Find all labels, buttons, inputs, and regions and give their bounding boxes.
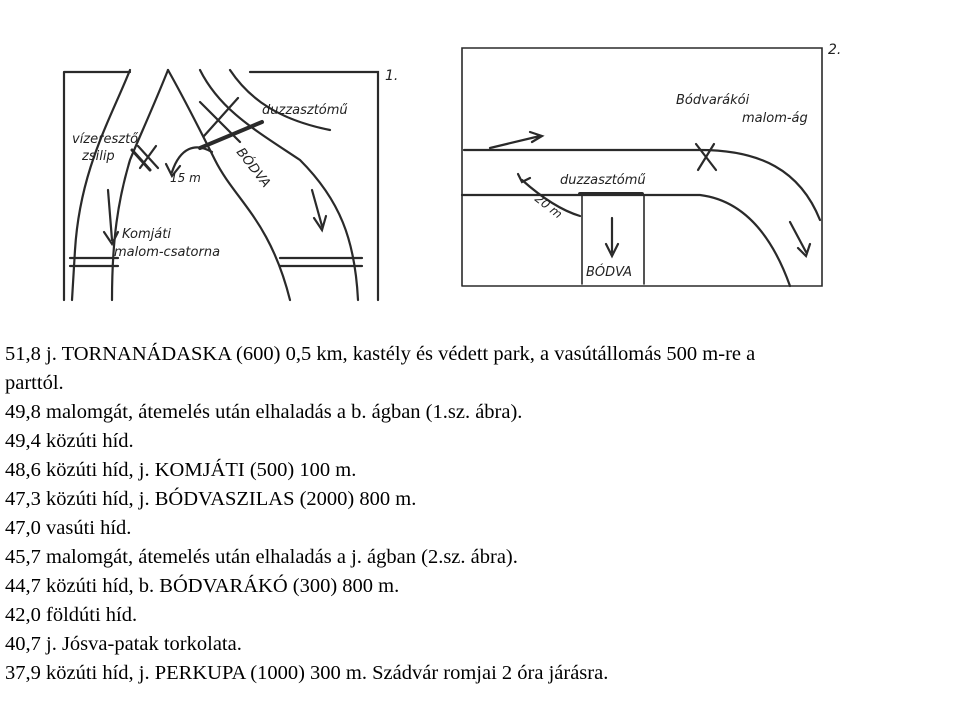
label-bodva-2: BÓDVA [586,265,633,280]
text-line: 47,0 vasúti híd. [5,517,132,539]
label-20m: 20 m [532,191,566,222]
text-line: 42,0 földúti híd. [5,604,138,626]
label-15m: 15 m [170,171,201,185]
label-bodvarakoi: Bódvarákói [676,93,750,108]
text-line: 49,4 közúti híd. [5,430,134,452]
label-duzzaszto-2: duzzasztómű [560,173,646,188]
flow-arrow-5 [790,222,810,256]
text-line: 37,9 közúti híd, j. PERKUPA (1000) 300 m. Szádvár romjai 2 óra járásra. [5,662,609,684]
figure-1-number: 1. [385,68,399,84]
weir-1 [200,122,262,148]
flow-arrow-2 [312,190,326,230]
sketch-figures [0,0,960,330]
figure-2 [462,48,822,286]
label-duzzaszto-1: duzzasztómű [262,103,348,118]
figure-2-frame [462,48,822,286]
flow-arrow-3 [490,132,542,148]
label-bodva-1: BÓDVA [232,145,274,191]
flow-arrow-1 [104,190,118,244]
label-zsilip: zsilip [82,149,115,164]
x-mark-1a [200,98,240,142]
flow-arrow-4 [606,218,618,256]
label-vizereszto: vízeresztő [72,132,139,147]
text-line: 47,3 közúti híd, j. BÓDVASZILAS (2000) 800 m. [5,488,417,510]
label-malom-csatorna: malom-csatorna [114,245,221,260]
text-line: 40,7 j. Jósva-patak torkolata. [5,633,242,655]
text-line: 45,7 malomgát, átemelés után elhaladás a j. ágban (2.sz. ábra). [5,546,518,568]
text-line: 44,7 közúti híd, b. BÓDVARÁKÓ (300) 800 m. [5,575,400,597]
label-komjati: Komjáti [122,227,171,242]
label-malom-ag: malom-ág [742,111,808,126]
figures-area [0,0,960,330]
text-line: parttól. [5,372,64,394]
route-description [5,340,955,688]
text-line: 49,8 malomgát, átemelés után elhaladás a b. ágban (1.sz. ábra). [5,401,523,423]
x-mark-2 [696,144,716,170]
text-line: 48,6 közúti híd, j. KOMJÁTI (500) 100 m. [5,459,357,481]
text-line: 51,8 j. TORNANÁDASKA (600) 0,5 km, kastély és védett park, a vasútállomás 500 m-re a [5,343,756,365]
x-mark-1b [138,146,158,168]
figure-2-number: 2. [828,42,842,58]
